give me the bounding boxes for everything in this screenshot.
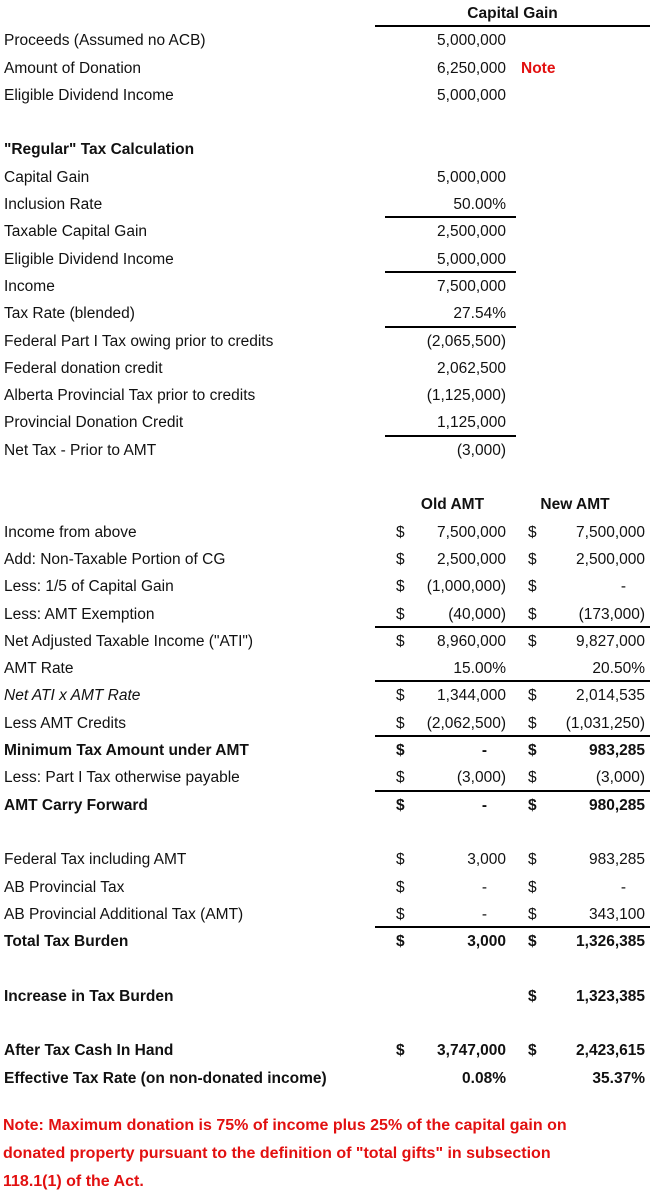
dollar-sign: $ — [528, 933, 537, 951]
table-row — [0, 764, 650, 791]
table-row — [0, 846, 650, 873]
value-cell — [375, 928, 516, 955]
value-cell — [375, 846, 516, 873]
row-label: AB Provincial Additional Tax (AMT) — [4, 905, 244, 923]
row-value: (40,000) — [448, 605, 506, 623]
value-cell — [516, 546, 650, 573]
row-label: Less: AMT Exemption — [4, 605, 155, 623]
table-row — [0, 874, 650, 901]
row-value: 3,747,000 — [437, 1042, 506, 1060]
row-value: 7,500,000 — [437, 277, 506, 295]
table-row — [0, 355, 650, 382]
row-label: Federal Tax including AMT — [4, 851, 187, 869]
footnote-line: 118.1(1) of the Act. — [3, 1172, 144, 1190]
dollar-sign: $ — [528, 550, 537, 568]
footnote-line: Note: Maximum donation is 75% of income plus 25% of the capital gain on — [3, 1116, 567, 1134]
row-value: 2,500,000 — [576, 550, 645, 568]
value-cell — [516, 764, 650, 789]
row-value: 983,285 — [588, 742, 645, 760]
row-value: 2,500,000 — [437, 223, 506, 241]
value-cell — [375, 874, 516, 901]
column-header-new-amt: New AMT — [540, 496, 610, 514]
value-cell — [375, 628, 516, 655]
table-row — [0, 55, 650, 82]
row-label: Effective Tax Rate (on non-donated income) — [4, 1069, 327, 1087]
table-row — [0, 136, 650, 163]
row-label: AMT Carry Forward — [4, 796, 148, 814]
row-value: (3,000) — [595, 769, 645, 787]
row-value: 7,500,000 — [437, 523, 506, 541]
dollar-sign: $ — [396, 550, 405, 568]
table-row — [0, 1010, 650, 1037]
value-columns — [375, 519, 650, 546]
value-columns — [375, 764, 650, 791]
dollar-sign: $ — [528, 687, 537, 705]
table-row — [0, 519, 650, 546]
row-value: (3,000) — [456, 441, 506, 459]
value-cell — [375, 737, 516, 764]
amt-column-headers — [375, 491, 650, 518]
dollar-sign: $ — [528, 714, 537, 732]
row-label: Net Tax - Prior to AMT — [4, 441, 157, 459]
row-label: Proceeds (Assumed no ACB) — [4, 32, 206, 50]
table-row — [0, 82, 650, 109]
row-value: 15.00% — [453, 660, 506, 678]
dollar-sign: $ — [528, 905, 537, 923]
note-flag: Note — [521, 59, 556, 77]
row-value: 9,827,000 — [576, 632, 645, 650]
value-cell — [516, 1037, 650, 1064]
table-row — [0, 601, 650, 628]
footnote-line: donated property pursuant to the definition of "total gifts" in subsection — [3, 1144, 551, 1162]
row-value: 2,062,500 — [437, 359, 506, 377]
row-value: (3,000) — [456, 769, 506, 787]
row-value: 980,285 — [588, 796, 645, 814]
dollar-sign: $ — [528, 987, 537, 1005]
value-cell — [375, 764, 516, 789]
header-spacer — [0, 0, 375, 27]
value-columns — [375, 546, 650, 573]
value-columns — [375, 682, 650, 709]
row-label: Eligible Dividend Income — [4, 86, 174, 104]
dollar-sign: $ — [528, 632, 537, 650]
table-row — [0, 246, 650, 273]
dollar-sign: $ — [396, 1042, 405, 1060]
table-row — [0, 1065, 650, 1092]
row-value: - — [481, 742, 487, 760]
row-value: 6,250,000 — [437, 59, 506, 77]
dollar-sign: $ — [528, 851, 537, 869]
table-row — [0, 164, 650, 191]
row-value: 1,344,000 — [437, 687, 506, 705]
row-value: 20.50% — [592, 660, 645, 678]
row-value: 1,323,385 — [576, 987, 645, 1005]
row-label: After Tax Cash In Hand — [4, 1042, 174, 1060]
value-cell — [516, 983, 650, 1010]
value-cell — [516, 519, 650, 546]
value-cell — [516, 655, 650, 680]
row-value: 983,285 — [588, 851, 645, 869]
row-value: 1,326,385 — [576, 933, 645, 951]
row-value: - — [620, 878, 626, 896]
value-columns — [375, 573, 650, 600]
row-value: - — [481, 796, 487, 814]
row-value: 5,000,000 — [437, 168, 506, 186]
row-value: 1,125,000 — [385, 409, 516, 436]
value-columns — [375, 983, 650, 1010]
table-row — [0, 191, 650, 218]
table-row — [0, 983, 650, 1010]
table-row — [0, 437, 650, 464]
value-cell — [375, 519, 516, 546]
value-cell — [375, 682, 516, 709]
table-row — [0, 328, 650, 355]
row-value: (2,065,500) — [426, 332, 506, 350]
row-label: Income from above — [4, 523, 137, 541]
table-row — [0, 409, 650, 436]
value-cell — [516, 682, 650, 709]
value-cell — [516, 874, 650, 901]
value-columns — [375, 874, 650, 901]
value-cell — [516, 710, 650, 735]
row-label: "Regular" Tax Calculation — [4, 141, 195, 159]
footnote — [0, 1112, 650, 1196]
row-value: 35.37% — [592, 1069, 645, 1087]
dollar-sign: $ — [396, 523, 405, 541]
row-label: Federal Part I Tax owing prior to credits — [4, 332, 274, 350]
table-row — [0, 218, 650, 245]
dollar-sign: $ — [528, 769, 537, 787]
amt-header-row — [0, 491, 650, 518]
value-cell — [516, 737, 650, 764]
row-label: Net ATI x AMT Rate — [4, 687, 141, 705]
table-row — [0, 27, 650, 54]
row-value: 0.08% — [462, 1069, 506, 1087]
table-row — [0, 273, 650, 300]
row-value: 2,014,535 — [576, 687, 645, 705]
dollar-sign: $ — [528, 796, 537, 814]
value-cell — [375, 573, 516, 600]
row-value: (1,031,250) — [565, 714, 645, 732]
value-columns — [375, 628, 650, 655]
value-cell — [375, 792, 516, 819]
dollar-sign: $ — [528, 878, 537, 896]
row-label: Less: Part I Tax otherwise payable — [4, 769, 240, 787]
table-row — [0, 1037, 650, 1064]
row-label: Eligible Dividend Income — [4, 250, 174, 268]
dollar-sign: $ — [396, 687, 405, 705]
amt-section — [0, 519, 650, 1092]
dollar-sign: $ — [528, 578, 537, 596]
value-columns — [375, 846, 650, 873]
value-cell — [516, 628, 650, 655]
row-value: (1,125,000) — [426, 387, 506, 405]
table-row — [0, 628, 650, 655]
value-cell — [516, 901, 650, 926]
table-row — [0, 901, 650, 928]
value-columns — [375, 737, 650, 764]
table-row — [0, 300, 650, 327]
row-value: (1,000,000) — [426, 578, 506, 596]
value-cell — [516, 1065, 650, 1092]
row-value: 343,100 — [588, 905, 645, 923]
dollar-sign: $ — [528, 523, 537, 541]
value-cell — [516, 928, 650, 955]
row-value: 5,000,000 — [385, 246, 516, 273]
value-columns — [375, 1065, 650, 1092]
table-row — [0, 682, 650, 709]
row-label: Inclusion Rate — [4, 196, 103, 214]
row-value: 3,000 — [467, 851, 506, 869]
row-value: 5,000,000 — [437, 32, 506, 50]
value-columns — [375, 655, 650, 682]
row-value: - — [481, 878, 487, 896]
row-value: (2,062,500) — [426, 714, 506, 732]
row-label: Net Adjusted Taxable Income ("ATI") — [4, 632, 254, 650]
row-value: - — [481, 905, 487, 923]
row-label: Tax Rate (blended) — [4, 305, 135, 323]
row-value: 5,000,000 — [437, 86, 506, 104]
row-value: 27.54% — [385, 300, 516, 327]
value-cell — [375, 546, 516, 573]
value-cell — [375, 1037, 516, 1064]
row-value: 50.00% — [385, 191, 516, 218]
row-value: 8,960,000 — [437, 632, 506, 650]
value-cell — [516, 792, 650, 819]
row-value: - — [620, 578, 626, 596]
row-value: (173,000) — [578, 605, 645, 623]
table-row — [0, 928, 650, 955]
table-header-row — [0, 0, 650, 27]
dollar-sign: $ — [396, 933, 405, 951]
column-header-capital-gain: Capital Gain — [375, 0, 650, 27]
table-row — [0, 737, 650, 764]
value-cell — [516, 573, 650, 600]
row-label: Increase in Tax Burden — [4, 987, 174, 1005]
table-row — [0, 819, 650, 846]
value-cell — [375, 1065, 516, 1092]
row-label: AMT Rate — [4, 660, 74, 678]
dollar-sign: $ — [396, 714, 405, 732]
table-row — [0, 955, 650, 982]
row-value: 7,500,000 — [576, 523, 645, 541]
table-row — [0, 382, 650, 409]
row-label: Federal donation credit — [4, 359, 163, 377]
regular-tax-section — [0, 136, 650, 464]
row-label: Less: 1/5 of Capital Gain — [4, 578, 174, 596]
value-columns — [375, 710, 650, 737]
value-cell — [375, 655, 516, 680]
value-columns — [375, 792, 650, 819]
column-header-old-amt: Old AMT — [420, 496, 485, 514]
dollar-sign: $ — [528, 1042, 537, 1060]
row-value: 2,500,000 — [437, 550, 506, 568]
table-row — [0, 655, 650, 682]
dollar-sign: $ — [396, 605, 405, 623]
dollar-sign: $ — [528, 605, 537, 623]
row-label: Total Tax Burden — [4, 933, 129, 951]
dollar-sign: $ — [396, 796, 405, 814]
row-label: AB Provincial Tax — [4, 878, 125, 896]
value-columns — [375, 901, 650, 928]
dollar-sign: $ — [396, 878, 405, 896]
row-label: Taxable Capital Gain — [4, 223, 148, 241]
table-row — [0, 710, 650, 737]
row-label: Add: Non-Taxable Portion of CG — [4, 550, 226, 568]
row-value: 3,000 — [467, 933, 506, 951]
value-columns — [375, 928, 650, 955]
table-row — [0, 546, 650, 573]
dollar-sign: $ — [396, 769, 405, 787]
row-value: 2,423,615 — [576, 1042, 645, 1060]
dollar-sign: $ — [396, 578, 405, 596]
table-row — [0, 792, 650, 819]
value-cell — [375, 983, 516, 1010]
value-cell — [375, 901, 516, 926]
value-cell — [516, 601, 650, 626]
header-spacer — [0, 491, 375, 518]
table-row — [0, 573, 650, 600]
dollar-sign: $ — [396, 742, 405, 760]
dollar-sign: $ — [396, 905, 405, 923]
dollar-sign: $ — [528, 742, 537, 760]
intro-section — [0, 27, 650, 109]
value-cell — [375, 601, 516, 626]
value-cell — [375, 710, 516, 735]
row-label: Minimum Tax Amount under AMT — [4, 742, 249, 760]
dollar-sign: $ — [396, 851, 405, 869]
value-columns — [375, 1037, 650, 1064]
value-columns — [375, 601, 650, 628]
row-label: Income — [4, 277, 55, 295]
row-label: Amount of Donation — [4, 59, 142, 77]
row-label: Capital Gain — [4, 168, 90, 186]
row-label: Less AMT Credits — [4, 714, 127, 732]
dollar-sign: $ — [396, 632, 405, 650]
row-label: Alberta Provincial Tax prior to credits — [4, 387, 256, 405]
row-label: Provincial Donation Credit — [4, 414, 184, 432]
value-cell — [516, 846, 650, 873]
